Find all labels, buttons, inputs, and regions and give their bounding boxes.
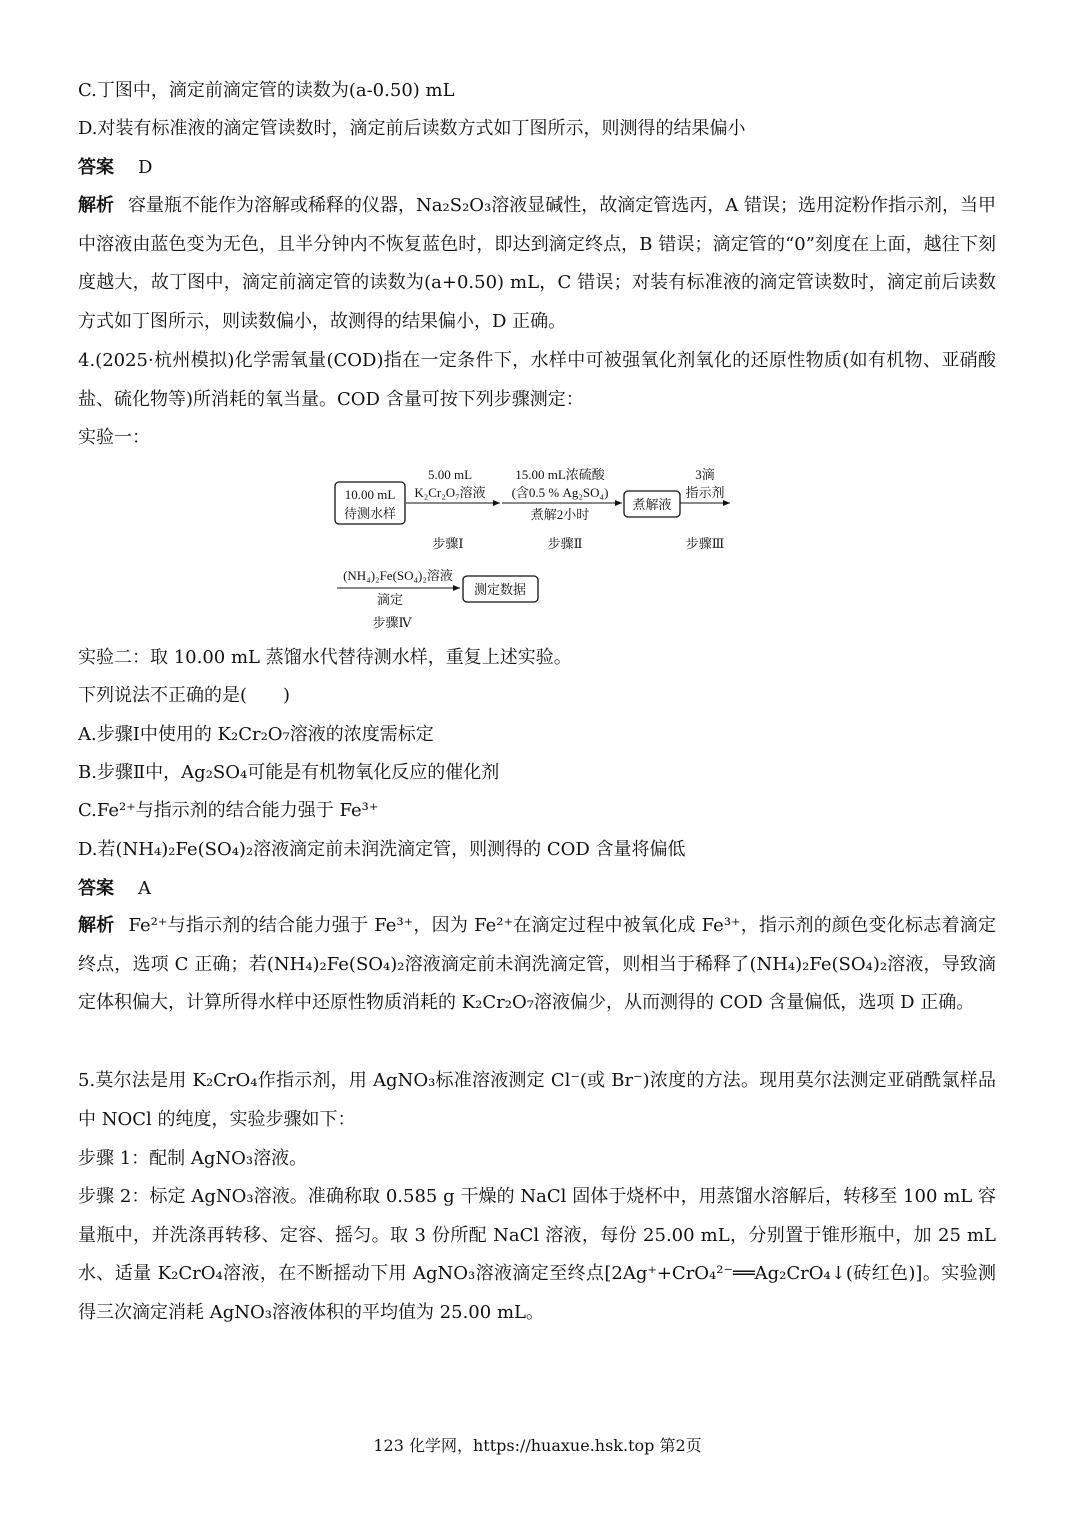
q5-step-2: 步骤 2：标定 AgNO₃溶液。准确称取 0.585 g 干燥的 NaCl 固体于烧杯中，用蒸馏水溶解后，转移至 100 mL 容量瓶中，并洗涤再转移、定容、摇匀。取 3 份所配 NaCl 溶液，每份 25.00 mL，分别置于锥形瓶中，加 25 mL 水、适量 K₂CrO₄溶液，在不断摇动下用 AgNO₃溶液滴定至终点[2Ag⁺+CrO₄²⁻══Ag₂CrO₄↓(砖红色)]。实验测得三次滴定消耗 AgNO₃溶液体积的平均值为 25.00 mL。	[78, 1186, 996, 1323]
q4-flow-diagram	[320, 462, 750, 634]
step-2-label: 步骤Ⅱ	[547, 536, 583, 551]
q3-answer	[78, 156, 152, 180]
analysis-text: Fe²⁺与指示剂的结合能力强于 Fe³⁺，因为 Fe²⁺在滴定过程中被氧化成 Fe³⁺，指示剂的颜色变化标志着滴定终点，选项 C 正确；若(NH₄)₂Fe(SO₄)₂溶液滴定前未润洗滴定管，则相当于稀释了(NH₄)₂Fe(SO₄)₂溶液，导致滴定体积偏大，计算所得水样中还原性物质消耗的 K₂Cr₂O₇溶液偏少，从而测得的 COD 含量偏低，选项 D 正确。	[78, 915, 996, 1014]
arrow1-label-1: 5.00 mL	[427, 467, 473, 482]
step-4-label: 步骤Ⅳ	[372, 615, 412, 630]
q3-analysis	[78, 187, 996, 341]
q4-question: 下列说法不正确的是( )	[78, 685, 291, 706]
answer-label: 答案	[78, 878, 114, 899]
arrow2-label-1: 15.00 mL浓硫酸	[515, 467, 605, 482]
box1-line2: 待测水样	[343, 506, 397, 521]
answer-value: D	[138, 157, 153, 178]
box2-label: 煮解液	[632, 497, 672, 512]
arrow3-label-2: 指示剂	[685, 485, 725, 500]
q4-option-c: C.Fe²⁺与指示剂的结合能力强于 Fe³⁺	[78, 800, 379, 821]
q5-stem: 5.莫尔法是用 K₂CrO₄作指示剂，用 AgNO₃标准溶液测定 Cl⁻(或 Br⁻)浓度的方法。现用莫尔法测定亚硝酰氯样品中 NOCl 的纯度，实验步骤如下：	[78, 1070, 996, 1130]
box3-label: 测定数据	[473, 582, 527, 597]
analysis-label: 解析	[78, 195, 115, 216]
arrow2-label-2: (含0.5 % Ag₂SO₄)	[511, 485, 609, 500]
q4-analysis	[78, 907, 996, 1023]
q4-experiment-1-label: 实验一：	[78, 427, 150, 448]
analysis-text: 容量瓶不能作为溶解或稀释的仪器，Na₂S₂O₃溶液显碱性，故滴定管选丙，A 错误；选用淀粉作指示剂，当甲中溶液由蓝色变为无色，且半分钟内不恢复蓝色时，即达到滴定终点，B 错误；滴定管的“0”刻度在上面，越往下刻度越大，故丁图中，滴定前滴定管的读数为(a+0.50) mL，C 错误；对装有标准液的滴定管读数时，滴定前后读数方式如丁图所示，则读数偏小，故测得的结果偏小，D 正确。	[78, 195, 997, 332]
q3-option-c: C.丁图中，滴定前滴定管的读数为(a-0.50) mL	[78, 80, 455, 101]
q4-stem: 4.(2025·杭州模拟)化学需氧量(COD)指在一定条件下，水样中可被强氧化剂氧化的还原性物质(如有机物、亚硝酸盐、硫化物等)所消耗的氧当量。COD 含量可按下列步骤测定：	[78, 350, 996, 410]
step-1-label: 步骤Ⅰ	[432, 536, 464, 551]
arrow4-label-1: (NH₄)₂Fe(SO₄)₂溶液	[343, 568, 453, 583]
arrow3-label-1: 3滴	[695, 467, 715, 482]
q4-answer	[78, 877, 151, 901]
step-3-label: 步骤Ⅲ	[685, 536, 725, 551]
arrow1-label-2: K₂Cr₂O₇溶液	[414, 485, 486, 500]
q4-option-a: A.步骤Ⅰ中使用的 K₂Cr₂O₇溶液的浓度需标定	[78, 724, 434, 745]
q5-step-1: 步骤 1：配制 AgNO₃溶液。	[78, 1148, 308, 1169]
answer-value: A	[138, 878, 151, 899]
q3-option-d: D.对装有标准液的滴定管读数时，滴定前后读数方式如丁图所示，则测得的结果偏小	[78, 118, 746, 139]
page-footer: 123 化学网，https://huaxue.hsk.top 第2页	[373, 1436, 702, 1455]
analysis-label: 解析	[78, 915, 115, 936]
q4-option-d: D.若(NH₄)₂Fe(SO₄)₂溶液滴定前未润洗滴定管，则测得的 COD 含量将偏低	[78, 839, 686, 860]
answer-label: 答案	[78, 157, 114, 178]
q4-option-b: B.步骤Ⅱ中，Ag₂SO₄可能是有机物氧化反应的催化剂	[78, 762, 500, 783]
box1-line1: 10.00 mL	[344, 487, 396, 502]
arrow2-label-3: 煮解2小时	[530, 507, 590, 522]
q4-experiment-2: 实验二：取 10.00 mL 蒸馏水代替待测水样，重复上述实验。	[78, 647, 572, 668]
arrow4-label-2: 滴定	[376, 592, 404, 607]
